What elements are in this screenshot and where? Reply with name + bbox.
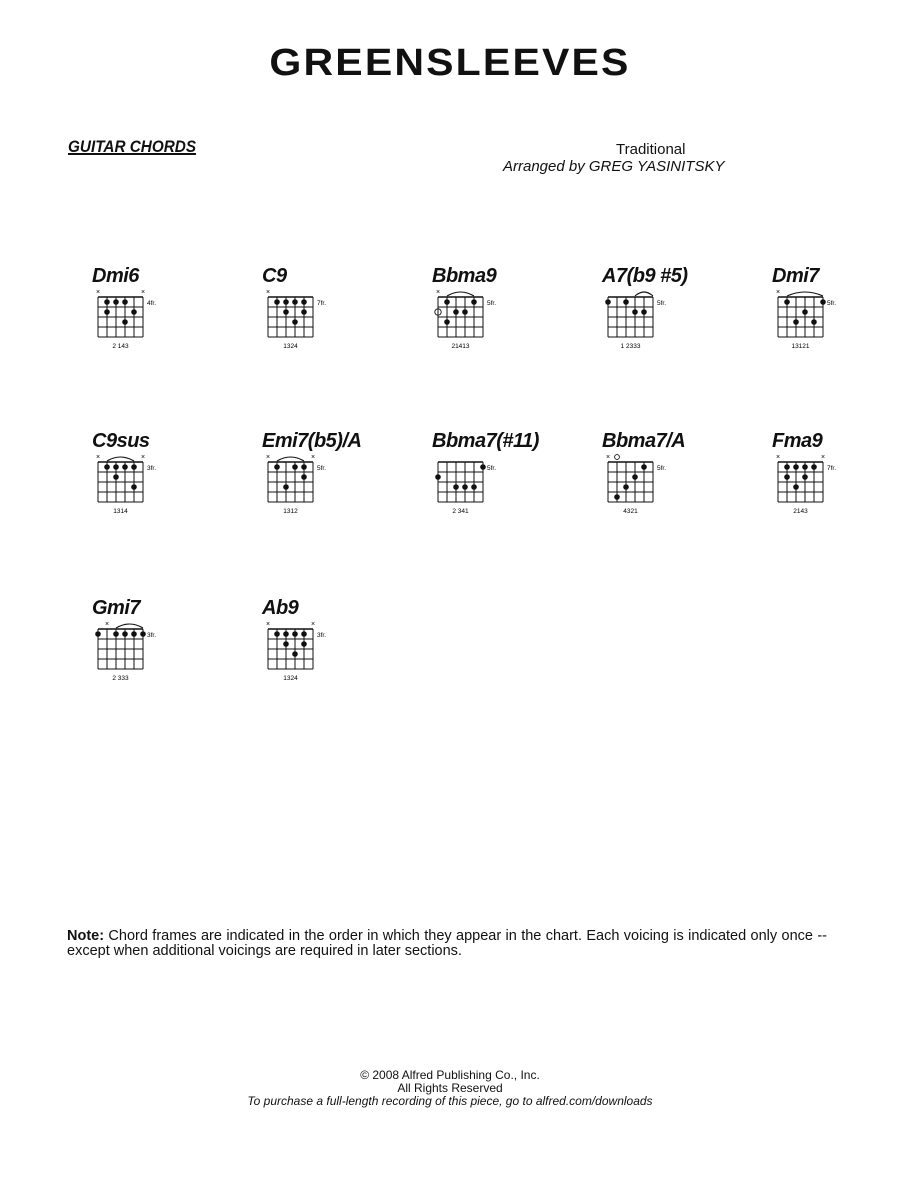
chord-diagram (766, 450, 846, 530)
chord-diagram (426, 285, 506, 365)
svg-text:×: × (140, 289, 146, 296)
svg-text:5fr.: 5fr. (657, 465, 667, 472)
chord-frame (602, 265, 692, 375)
chord-name: A7(b9 #5) (602, 265, 688, 287)
svg-text:×: × (265, 621, 271, 628)
chord-name: Emi7(b5)/A (262, 430, 362, 452)
svg-text:×: × (310, 454, 316, 461)
chord-name: Gmi7 (92, 597, 141, 619)
svg-text:7fr.: 7fr. (317, 300, 327, 307)
svg-text:5fr.: 5fr. (827, 300, 837, 307)
chord-name: Fma9 (772, 430, 823, 452)
note-paragraph (67, 929, 827, 959)
svg-text:×: × (435, 289, 441, 296)
chord-frame (92, 597, 182, 707)
chord-frame (772, 430, 862, 540)
composer-credit: Traditional (616, 141, 686, 158)
chord-name: Bbma7/A (602, 430, 686, 452)
chord-diagram (256, 450, 336, 530)
chord-frame (432, 430, 539, 540)
chord-frame (92, 430, 182, 540)
chord-diagram (86, 285, 166, 365)
svg-text:1314: 1314 (113, 508, 128, 515)
chord-frame (432, 265, 522, 375)
svg-text:×: × (95, 289, 101, 296)
svg-text:5fr.: 5fr. (487, 465, 497, 472)
chord-name: C9sus (92, 430, 150, 452)
chord-diagram (426, 450, 506, 530)
chord-frame (602, 430, 692, 540)
chord-frame (262, 430, 362, 540)
section-label-guitar-chords: GUITAR CHORDS (68, 137, 197, 156)
svg-text:×: × (775, 289, 781, 296)
footer (0, 1069, 900, 1108)
chord-frame (262, 265, 352, 375)
chord-name: Dmi7 (772, 265, 819, 287)
chord-frame (92, 265, 182, 375)
purchase-line: To purchase a full-length recording of this piece, go to alfred.com/downloads (247, 1094, 653, 1108)
svg-text:×: × (605, 454, 611, 461)
rights-line: All Rights Reserved (397, 1081, 503, 1095)
chord-diagram (596, 450, 676, 530)
svg-text:×: × (104, 621, 110, 628)
svg-text:1 2333: 1 2333 (620, 343, 641, 350)
chord-diagram (256, 285, 336, 365)
svg-text:2 333: 2 333 (112, 675, 129, 682)
svg-text:2 143: 2 143 (112, 343, 129, 350)
chord-name: Dmi6 (92, 265, 139, 287)
svg-text:2 341: 2 341 (452, 508, 469, 515)
note-text: Chord frames are indicated in the order in which they appear in the chart. Each voicing is indicated only once -- except when additional voicings are required in later sections. (67, 928, 827, 959)
chord-frame (262, 597, 352, 707)
svg-text:1324: 1324 (283, 343, 298, 350)
svg-text:×: × (140, 454, 146, 461)
svg-text:4fr.: 4fr. (147, 300, 157, 307)
page-title: GREENSLEEVES (269, 42, 631, 84)
chord-diagram (86, 450, 166, 530)
svg-text:1312: 1312 (283, 508, 298, 515)
chord-diagram (86, 617, 166, 697)
svg-text:×: × (310, 621, 316, 628)
svg-text:×: × (775, 454, 781, 461)
chord-name: Bbma7(#11) (432, 430, 539, 452)
copyright-line: © 2008 Alfred Publishing Co., Inc. (360, 1068, 540, 1082)
chord-frame (772, 265, 862, 375)
svg-text:3fr.: 3fr. (317, 632, 327, 639)
svg-text:7fr.: 7fr. (827, 465, 837, 472)
chord-diagram (766, 285, 846, 365)
chord-diagram (256, 617, 336, 697)
chord-name: C9 (262, 265, 287, 287)
svg-text:5fr.: 5fr. (317, 465, 327, 472)
arranger-credit: Arranged by GREG YASINITSKY (503, 158, 725, 175)
svg-text:5fr.: 5fr. (487, 300, 497, 307)
svg-text:×: × (820, 454, 826, 461)
svg-text:4321: 4321 (623, 508, 638, 515)
svg-text:21413: 21413 (451, 343, 470, 350)
chord-name: Bbma9 (432, 265, 497, 287)
svg-text:13121: 13121 (791, 343, 810, 350)
svg-text:×: × (95, 454, 101, 461)
note-label: Note: (67, 928, 105, 944)
svg-text:3fr.: 3fr. (147, 465, 157, 472)
svg-text:×: × (265, 289, 271, 296)
chord-diagram (596, 285, 676, 365)
svg-text:3fr.: 3fr. (147, 632, 157, 639)
svg-text:2143: 2143 (793, 508, 808, 515)
svg-text:1324: 1324 (283, 675, 298, 682)
chord-name: Ab9 (262, 597, 299, 619)
svg-text:×: × (265, 454, 271, 461)
svg-text:5fr.: 5fr. (657, 300, 667, 307)
